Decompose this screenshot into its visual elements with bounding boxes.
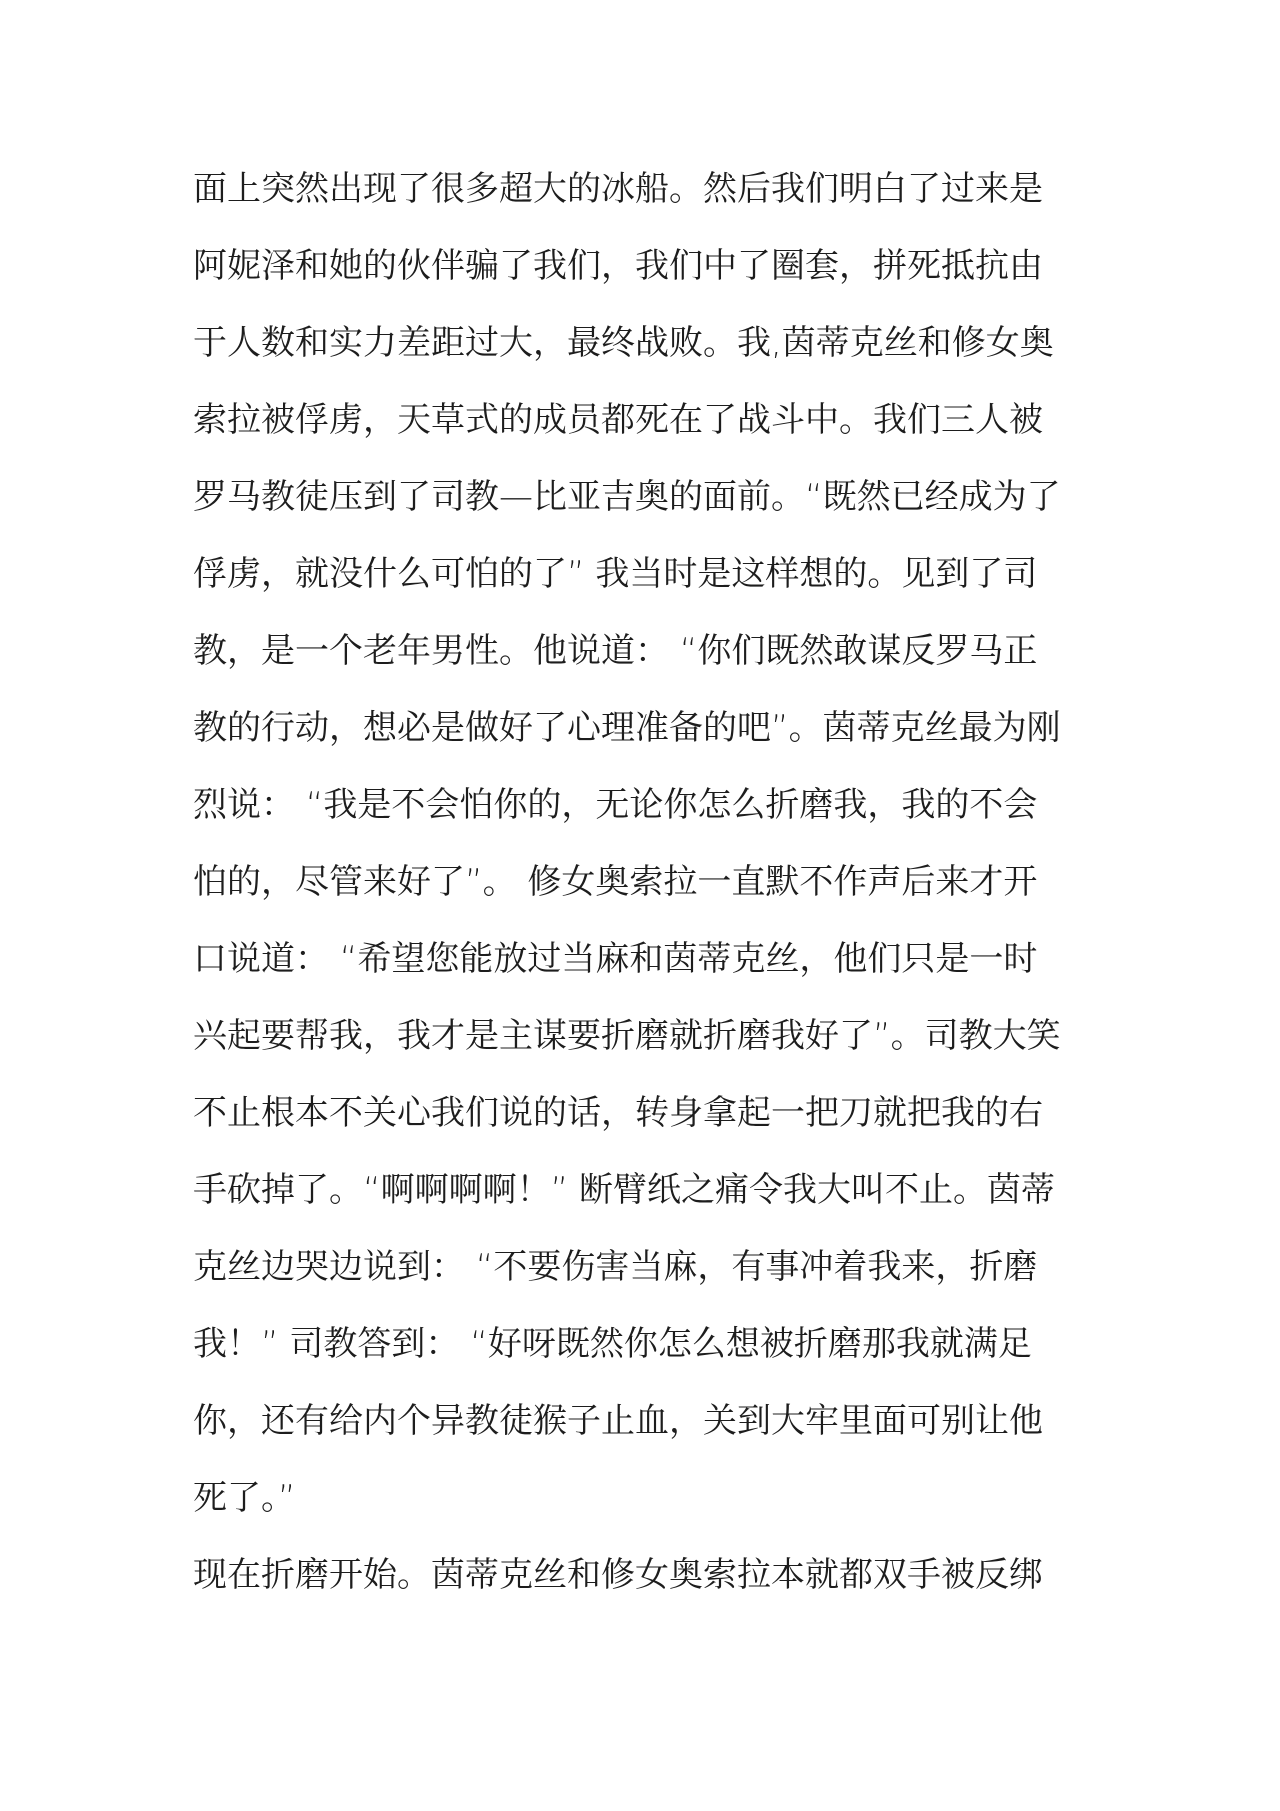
text-line: 克丝边哭边说到： “不要伤害当麻，有事冲着我来，折磨 xyxy=(193,1247,1038,1287)
text-line: 你，还有给内个异教徒猴子止血，关到大牢里面可别让他 xyxy=(193,1401,1043,1441)
text-line: 口说道： “希望您能放过当麻和茵蒂克丝，他们只是一时 xyxy=(193,939,1038,979)
paragraph xyxy=(193,151,1113,1537)
text-line: 阿妮泽和她的伙伴骗了我们，我们中了圈套，拼死抵抗由 xyxy=(193,246,1043,286)
text-line: 死了。” xyxy=(193,1478,296,1518)
text-line: 现在折磨开始。茵蒂克丝和修女奥索拉本就都双手被反绑 xyxy=(193,1555,1043,1595)
text-line: 教的行动，想必是做好了心理准备的吧”。茵蒂克丝最为刚 xyxy=(193,708,1061,748)
text-line: 教，是一个老年男性。他说道： “你们既然敢谋反罗马正 xyxy=(193,631,1038,671)
text-line: 手砍掉了。“啊啊啊啊！” 断臂纸之痛令我大叫不止。茵蒂 xyxy=(193,1170,1056,1210)
text-line: 面上突然出现了很多超大的冰船。然后我们明白了过来是 xyxy=(193,169,1043,209)
paragraph xyxy=(193,1537,1113,1614)
text-line: 烈说： “我是不会怕你的，无论你怎么折磨我，我的不会 xyxy=(193,785,1038,825)
text-line: 兴起要帮我，我才是主谋要折磨就折磨我好了”。司教大笑 xyxy=(193,1016,1061,1056)
text-line: 俘虏，就没什么可怕的了” 我当时是这样想的。见到了司 xyxy=(193,554,1038,594)
text-line: 索拉被俘虏，天草式的成员都死在了战斗中。我们三人被 xyxy=(193,400,1043,440)
text-line: 怕的，尽管来好了”。 修女奥索拉一直默不作声后来才开 xyxy=(193,862,1038,902)
text-line: 于人数和实力差距过大，最终战败。我,茵蒂克丝和修女奥 xyxy=(193,323,1054,363)
text-line: 我！” 司教答到： “好呀既然你怎么想被折磨那我就满足 xyxy=(193,1324,1032,1364)
text-line: 罗马教徒压到了司教—比亚吉奥的面前。“既然已经成为了 xyxy=(193,477,1061,517)
text-block xyxy=(193,151,1113,1614)
text-line: 不止根本不关心我们说的话，转身拿起一把刀就把我的右 xyxy=(193,1093,1043,1133)
